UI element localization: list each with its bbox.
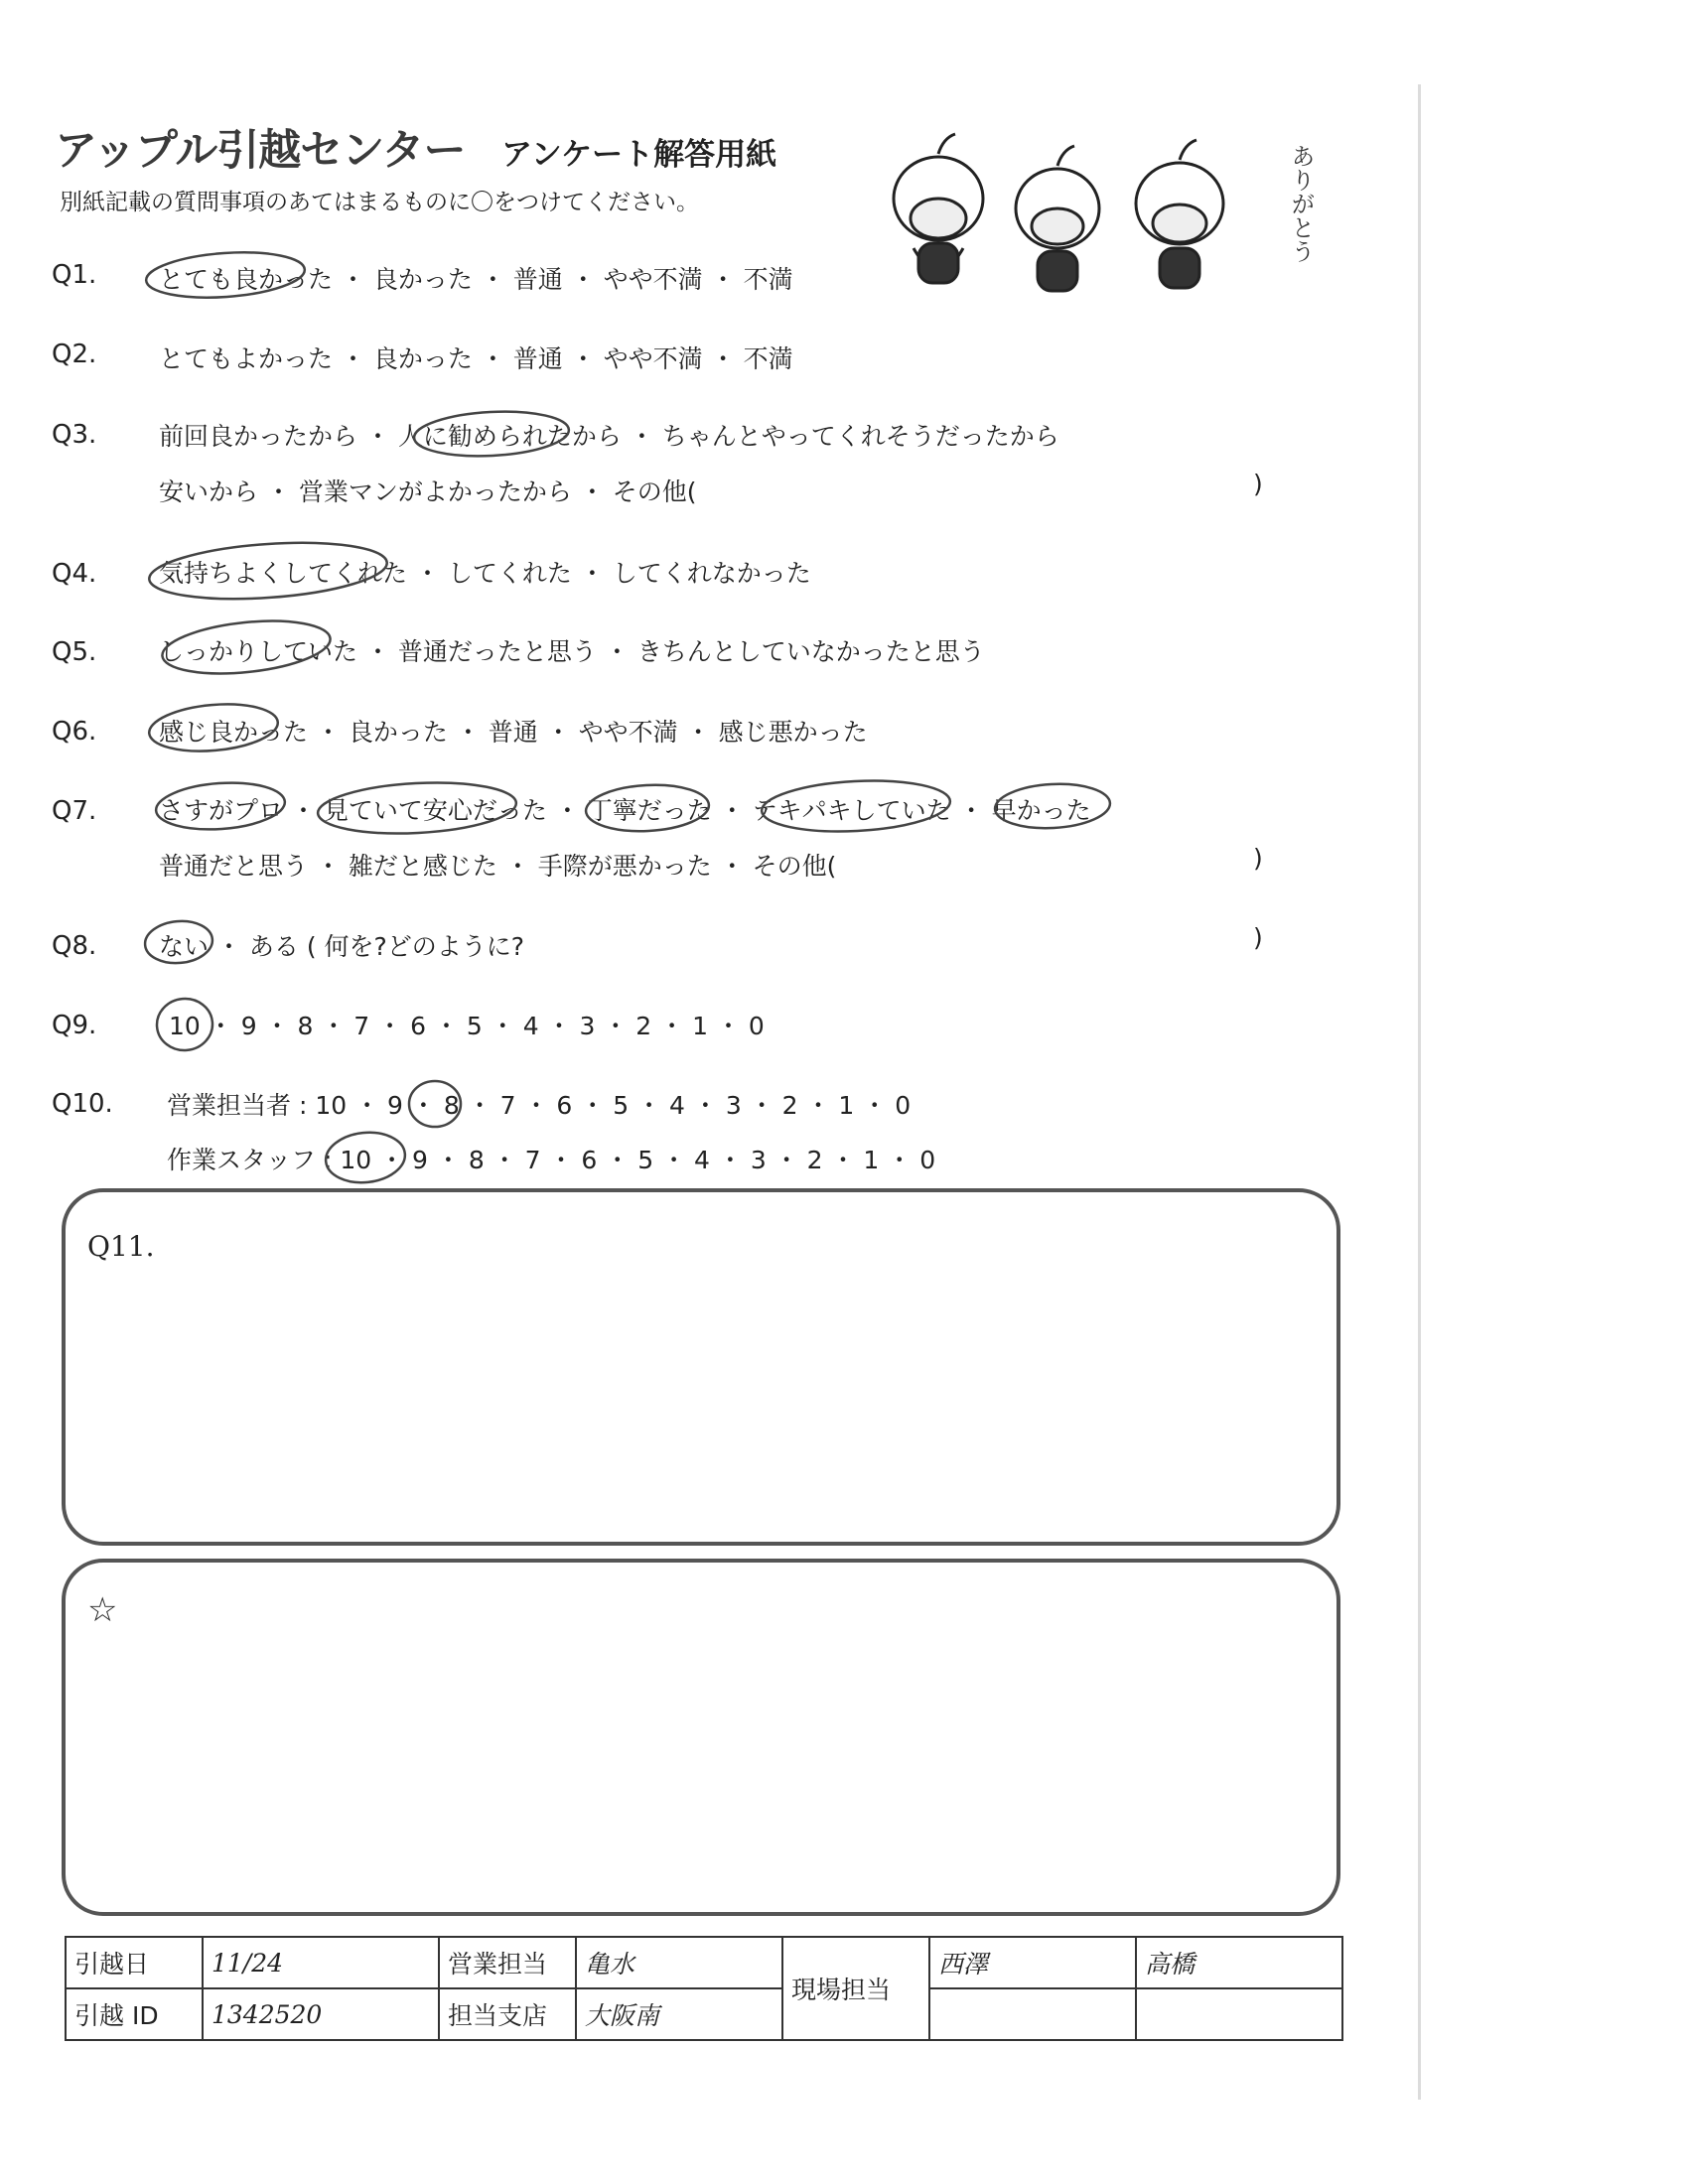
q5-label: Q5.	[52, 637, 97, 667]
q4-answer-circle	[147, 536, 388, 607]
company-title: アップル引越センター	[55, 126, 466, 176]
q8-options: ない ・ ある ( 何を?どのように?	[159, 932, 525, 961]
q10-staff-scale: 作業スタッフ : 10 ・ 9 ・ 8 ・ 7 ・ 6 ・ 5 ・ 4 ・ 3 ・ 2 ・ 1 ・ 0	[167, 1146, 936, 1174]
q3-options-line2: 安いから ・ 営業マンがよかったから ・ その他(	[159, 478, 697, 506]
q4-label: Q4.	[52, 559, 97, 589]
q1-label: Q1.	[52, 260, 97, 290]
sales-rep-label: 営業担当	[439, 1937, 576, 1988]
mascot-text: ありがとう	[1287, 144, 1315, 263]
q3-label: Q3.	[52, 420, 97, 450]
q7-answer-circle-1	[155, 779, 287, 834]
q7-answer-circle-5	[994, 781, 1111, 831]
branch-label: 担当支店	[439, 1988, 576, 2040]
move-date-label: 引越日	[66, 1937, 203, 1988]
q7-options-line2: 普通だと思う ・ 雑だと感じた ・ 手際が悪かった ・ その他(	[159, 852, 837, 881]
q7-answer-circle-4	[761, 776, 951, 836]
q4-options: 気持ちよくしてくれた ・ してくれた ・ してくれなかった	[159, 559, 811, 588]
star-icon: ☆	[87, 1590, 118, 1630]
q3-options-line1: 前回良かったから ・ 人に勧められたから ・ ちゃんとやってくれそうだったから	[159, 422, 1059, 451]
site-rep-empty-2	[1136, 1988, 1342, 2040]
q6-options: 感じ良かった ・ 良かった ・ 普通 ・ やや不満 ・ 感じ悪かった	[159, 718, 868, 747]
site-rep-label: 現場担当	[782, 1937, 929, 2040]
q7-answer-circle-3	[585, 782, 710, 834]
move-date-value: 11/24	[203, 1937, 439, 1988]
q6-label: Q6.	[52, 717, 97, 747]
form-title: アンケート解答用紙	[501, 137, 777, 173]
q7-close-paren: )	[1253, 844, 1263, 873]
move-info-table	[65, 1936, 1343, 2041]
instruction-text: 別紙記載の質問事項のあてはまるものに〇をつけてください。	[60, 190, 699, 215]
move-id-value: 1342520	[203, 1988, 439, 2040]
q9-scale: 10 ・ 9 ・ 8 ・ 7 ・ 6 ・ 5 ・ 4 ・ 3 ・ 2 ・ 1 ・ 0	[169, 1012, 765, 1040]
site-rep-empty-1	[929, 1988, 1136, 2040]
site-rep-2: 高橋	[1136, 1937, 1342, 1988]
q5-options: しっかりしていた ・ 普通だったと思う ・ きちんとしていなかったと思う	[159, 637, 985, 666]
q10-sales-answer-circle	[409, 1081, 461, 1127]
q7-answer-circle-2	[317, 778, 517, 838]
q8-answer-circle	[143, 918, 213, 966]
q6-answer-circle	[147, 699, 280, 755]
q10-sales-scale: 営業担当者 : 10 ・ 9 ・ 8 ・ 7 ・ 6 ・ 5 ・ 4 ・ 3 ・ 2 ・ 1 ・ 0	[167, 1091, 912, 1120]
site-rep-1: 西澤	[929, 1937, 1136, 1988]
q9-answer-circle	[155, 997, 214, 1053]
q2-label: Q2.	[52, 340, 97, 369]
q3-close-paren: )	[1253, 470, 1263, 498]
q1-options: とても良かった ・ 良かった ・ 普通 ・ やや不満 ・ 不満	[159, 265, 793, 294]
q11-label: Q11.	[87, 1230, 155, 1263]
sales-rep-value: 亀水	[576, 1937, 782, 1988]
branch-value: 大阪南	[576, 1988, 782, 2040]
q8-close-paren: )	[1253, 923, 1263, 952]
q10-label: Q10.	[52, 1089, 113, 1119]
q2-options: とてもよかった ・ 良かった ・ 普通 ・ やや不満 ・ 不満	[159, 344, 793, 373]
q10-staff-answer-circle	[324, 1129, 408, 1186]
q9-label: Q9.	[52, 1011, 97, 1040]
q1-answer-circle	[145, 247, 307, 302]
q3-answer-circle	[413, 408, 570, 460]
q5-answer-circle	[160, 614, 333, 680]
q7-label: Q7.	[52, 796, 97, 826]
move-id-label: 引越 ID	[66, 1988, 203, 2040]
q8-label: Q8.	[52, 931, 97, 961]
q7-options-line1: さすがプロ ・ 見ていて安心だった ・ 丁寧だった ・ テキパキしていた ・ 早かった	[159, 796, 1091, 825]
